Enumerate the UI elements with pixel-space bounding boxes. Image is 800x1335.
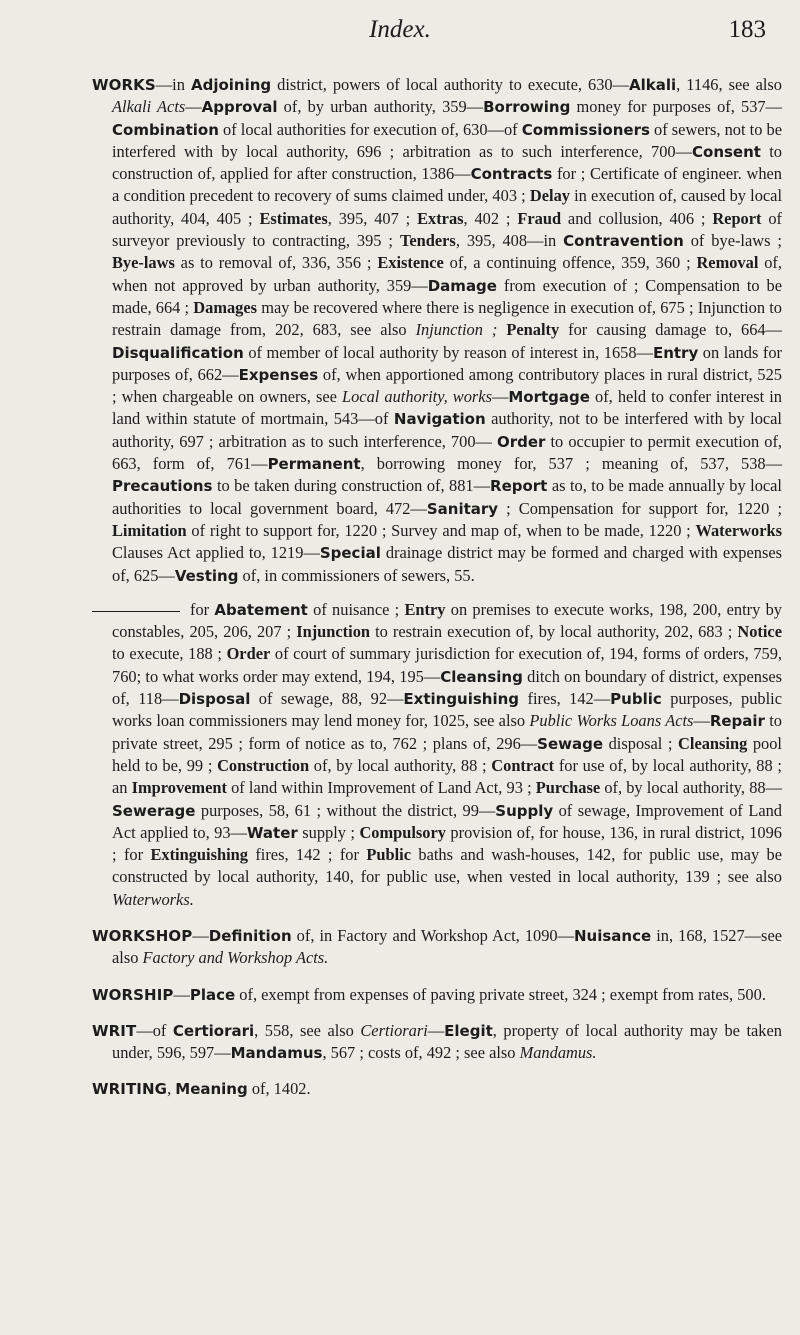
subheading: Entry	[652, 343, 699, 362]
subheading: Sewerage	[112, 801, 196, 820]
entry-text: provision of, for house, 136, in rural district, 1096 ; for	[112, 822, 782, 865]
entry-text: , 558, see also	[254, 1020, 361, 1040]
entry-text: as to, to be made annually by local authorities to local government board, 472—	[112, 476, 782, 518]
entry-text: of land within Improvement of Land Act, 93 ;	[226, 778, 536, 798]
entry-text: purposes, 58, 61 ; without the district, 99—	[195, 800, 496, 820]
entry-text: to execute, 188 ;	[112, 644, 227, 664]
entry-text: baths and wash-houses, 142, for public use, may be constructed by local authority, 140, for public use, when vested in local authority, 139 ; see also	[112, 845, 783, 887]
term: Public	[366, 845, 411, 865]
entry-text: supply ;	[297, 822, 360, 842]
cross-reference: Alkali Acts	[112, 97, 186, 117]
entry-text: pool held to be, 99 ;	[112, 733, 782, 775]
entry-text: —	[693, 711, 710, 731]
entry-text: of surveyor previously to contracting, 395 ;	[112, 208, 782, 251]
entry-text: of, held to confer interest in land within statute of mortmain, 543—of	[112, 387, 782, 429]
subheading: Sewage	[537, 734, 604, 753]
entry-text: for causing damage to, 664—	[559, 320, 782, 340]
term: Delay	[529, 186, 570, 206]
index-entry-writing	[92, 1078, 782, 1100]
entry-text: ,	[167, 1079, 176, 1099]
cross-reference: Factory and Workshop Acts.	[142, 948, 329, 968]
entry-text: to occupier to permit execution of, 663, form of, 761—	[112, 431, 782, 474]
subheading: Vesting	[174, 566, 239, 585]
entry-text: of, exempt from expenses of paving private street, 324 ; exempt from rates, 500.	[235, 984, 766, 1004]
entry-text: , 567 ; costs of, 492 ; see also	[322, 1043, 520, 1063]
entry-text: —	[192, 925, 209, 945]
entry-text: —	[185, 97, 202, 117]
subheading: Cleansing	[440, 667, 523, 686]
subheading: Repair	[709, 712, 765, 731]
entry-text: , 402 ;	[463, 208, 518, 228]
subheading: Combination	[112, 120, 219, 139]
index-entry-works-continued	[92, 599, 782, 911]
entry-text: of, 1402.	[247, 1079, 311, 1099]
term: Construction	[217, 755, 310, 775]
subheading: Borrowing	[483, 98, 571, 117]
subheading: Special	[319, 544, 381, 563]
cross-reference: Local authority, works	[342, 387, 492, 407]
entry-text: —	[173, 984, 190, 1004]
entry-heading: WRIT	[92, 1021, 137, 1040]
term: Fraud	[517, 208, 562, 228]
term: Improvement	[131, 778, 227, 798]
subheading: Adjoining	[190, 76, 272, 94]
subheading: Report	[490, 477, 548, 496]
cross-reference: Public Works Loans Acts	[529, 711, 694, 731]
entry-heading: WORSHIP	[92, 985, 174, 1004]
subheading: Damage	[427, 276, 497, 295]
entry-text: —	[427, 1020, 445, 1040]
term: Tenders	[399, 231, 456, 251]
entry-text: ditch on boundary of district, expenses of, 118—	[112, 666, 782, 709]
subheading: Navigation	[393, 410, 486, 429]
entry-text: may be recovered where there is negligence in execution of, 675 ; Injunction to restrain damage from, 202, 683, see also	[112, 297, 782, 340]
subheading: Supply	[495, 801, 554, 820]
entry-text: —	[491, 387, 509, 407]
entry-text: to private street, 295 ; form of notice as to, 762 ; plans of, 296—	[112, 711, 782, 753]
subheading: Place	[189, 985, 236, 1004]
entry-text: of court of summary jurisdiction for execution of, 194, forms of orders, 759, 760; to what works order may extend, 194, 195—	[112, 644, 783, 686]
entry-text: of, in Factory and Workshop Act, 1090—	[291, 925, 574, 945]
term: Removal	[696, 253, 759, 273]
entry-text: , 395, 408—in	[455, 231, 564, 251]
entry-text: of, by local authority, 88—	[600, 778, 782, 798]
entry-text: money for purposes of, 537—	[570, 97, 783, 117]
entry-text: fires, 142—	[519, 689, 611, 709]
entry-text: fires, 142 ; for	[247, 845, 367, 865]
term: Bye-laws	[112, 253, 175, 273]
entry-text: and collusion, 406 ;	[561, 208, 713, 228]
term: Order	[226, 644, 271, 664]
subheading: Certiorari	[172, 1021, 255, 1040]
entry-text: for ; Certificate of engineer. when a condition precedent to recovery of sums claimed under, 403 ;	[112, 164, 782, 206]
term: Waterworks	[695, 520, 782, 540]
entry-text: on lands for purposes of, 662—	[112, 342, 782, 384]
term: Injunction	[296, 622, 371, 642]
subheading: Mandamus	[230, 1044, 323, 1063]
entry-text: of sewage, Improvement of Land Act applied to, 93—	[112, 800, 782, 842]
entry-text: of, when apportioned among contributory places in rural district, 525 ; when chargeable on owners, see	[112, 364, 782, 407]
term: Cleansing	[678, 733, 748, 753]
index-entry-writ	[92, 1020, 782, 1065]
index-entry-works	[92, 74, 782, 587]
term: Extinguishing	[150, 845, 248, 865]
entry-text: for	[190, 599, 215, 619]
term: Report	[712, 208, 762, 228]
entry-text: of nuisance ;	[307, 599, 405, 619]
entry-text: of, by urban authority, 359—	[277, 97, 484, 117]
entry-text: to restrain execution of, by local authority, 202, 683 ;	[370, 622, 738, 642]
term: Entry	[404, 599, 446, 619]
entry-text: of member of local authority by reason of interest in, 1658—	[243, 342, 653, 362]
subheading: Disposal	[178, 690, 251, 709]
term: Contract	[491, 755, 555, 775]
entry-text: Clauses Act applied to, 1219—	[112, 543, 320, 563]
entry-text: , 395, 407 ;	[327, 208, 418, 228]
entry-text: from execution of ; Compensation to be made, 664 ;	[112, 275, 782, 317]
entry-text: , borrowing money for, 537 ; meaning of, 537, 538—	[360, 454, 782, 474]
page-number: 183	[728, 16, 766, 43]
entry-text: in, 168, 1527—see also	[112, 925, 782, 968]
entry-text: district, powers of local authority to execute, 630—	[271, 75, 630, 94]
cross-reference: Mandamus.	[519, 1043, 597, 1063]
entry-text: —of	[136, 1020, 173, 1040]
cross-reference: Certiorari	[360, 1020, 428, 1040]
subheading: Contracts	[470, 165, 553, 184]
entry-text	[497, 320, 506, 339]
subheading: Order	[496, 432, 546, 451]
subheading: Abatement	[214, 600, 308, 619]
entry-text: of, in commissioners of sewers, 55.	[238, 565, 475, 585]
term: Limitation	[112, 520, 187, 540]
index-entry-worship	[92, 984, 782, 1006]
index-entry-workshop	[92, 925, 782, 970]
term: Existence	[377, 253, 444, 273]
entry-heading: WORKSHOP	[92, 926, 193, 945]
term: Purchase	[535, 778, 601, 798]
subheading: Nuisance	[574, 926, 652, 945]
entry-text: on premises to execute works, 198, 200, entry by constables, 205, 206, 207 ;	[112, 599, 782, 642]
entry-text: of local authorities for execution of, 630—of	[218, 119, 522, 139]
entry-text: of bye-laws ;	[683, 231, 782, 251]
running-header	[0, 16, 800, 56]
subheading: Expenses	[238, 365, 319, 384]
subheading: Alkali	[629, 76, 677, 94]
subheading: Mortgage	[508, 388, 590, 407]
subheading: Public	[610, 690, 662, 709]
cross-reference: Waterworks.	[112, 889, 194, 909]
subheading: Meaning	[175, 1080, 248, 1099]
index-body	[92, 74, 782, 1115]
subheading: Contravention	[563, 232, 684, 251]
cross-reference: Injunction ;	[415, 320, 498, 340]
entry-text: of, by local authority, 88 ;	[309, 755, 492, 775]
entry-text: of sewage, 88, 92—	[250, 689, 404, 709]
subheading: Elegit	[444, 1021, 493, 1040]
entry-text: purposes, public works loan commissioners may lend money for, 1025, see also	[112, 689, 782, 731]
subheading: Permanent	[267, 455, 361, 474]
entry-text: , property of local authority may be taken under, 596, 597—	[112, 1020, 782, 1063]
entry-heading: WRITING	[92, 1080, 168, 1099]
entry-text: to be taken during construction of, 881—	[212, 476, 491, 496]
subheading: Extinguishing	[403, 690, 520, 709]
subheading: Definition	[208, 926, 292, 945]
entry-text: ; Compensation for support for, 1220 ;	[498, 498, 782, 518]
term: Estimates	[259, 208, 328, 228]
entry-text: drainage district may be formed and charged with expenses of, 625—	[112, 543, 782, 585]
term: Penalty	[506, 320, 560, 340]
term: Extras	[417, 208, 464, 228]
subheading: Approval	[201, 98, 278, 117]
entry-text: of sewers, not to be interfered with by local authority, 696 ; arbitration as to such interference, 700—	[112, 119, 782, 161]
subheading: Water	[246, 823, 298, 842]
entry-heading: WORKS	[92, 76, 156, 94]
entry-text: , 1146, see also	[676, 75, 782, 94]
entry-text: disposal ;	[603, 733, 679, 753]
subheading: Consent	[692, 142, 761, 161]
subheading: Precautions	[112, 477, 213, 496]
term: Notice	[737, 622, 782, 642]
entry-text: as to removal of, 336, 356 ;	[174, 253, 378, 273]
subheading: Sanitary	[426, 499, 499, 518]
entry-text: for use of, by local authority, 88 ; an	[112, 755, 782, 798]
header-title: Index.	[369, 16, 431, 43]
subheading: Commissioners	[521, 120, 650, 139]
entry-text: of right to support for, 1220 ; Survey and map of, when to be made, 1220 ;	[186, 520, 696, 540]
entry-text: of, when not approved by urban authority, 359—	[112, 253, 782, 295]
entry-text: of, a continuing offence, 359, 360 ;	[443, 253, 697, 273]
term: Damages	[193, 297, 258, 317]
entry-text: —in	[155, 75, 191, 94]
term: Compulsory	[359, 822, 446, 842]
entry-text: to construction of, applied for after construction, 1386—	[112, 141, 782, 184]
entry-text: authority, not to be interfered with by local authority, 697 ; arbitration as to such interference, 700—	[112, 409, 782, 451]
subheading: Disqualification	[112, 343, 244, 362]
entry-text: in execution of, caused by local authority, 404, 405 ;	[112, 186, 783, 228]
ditto-rule	[92, 611, 180, 612]
